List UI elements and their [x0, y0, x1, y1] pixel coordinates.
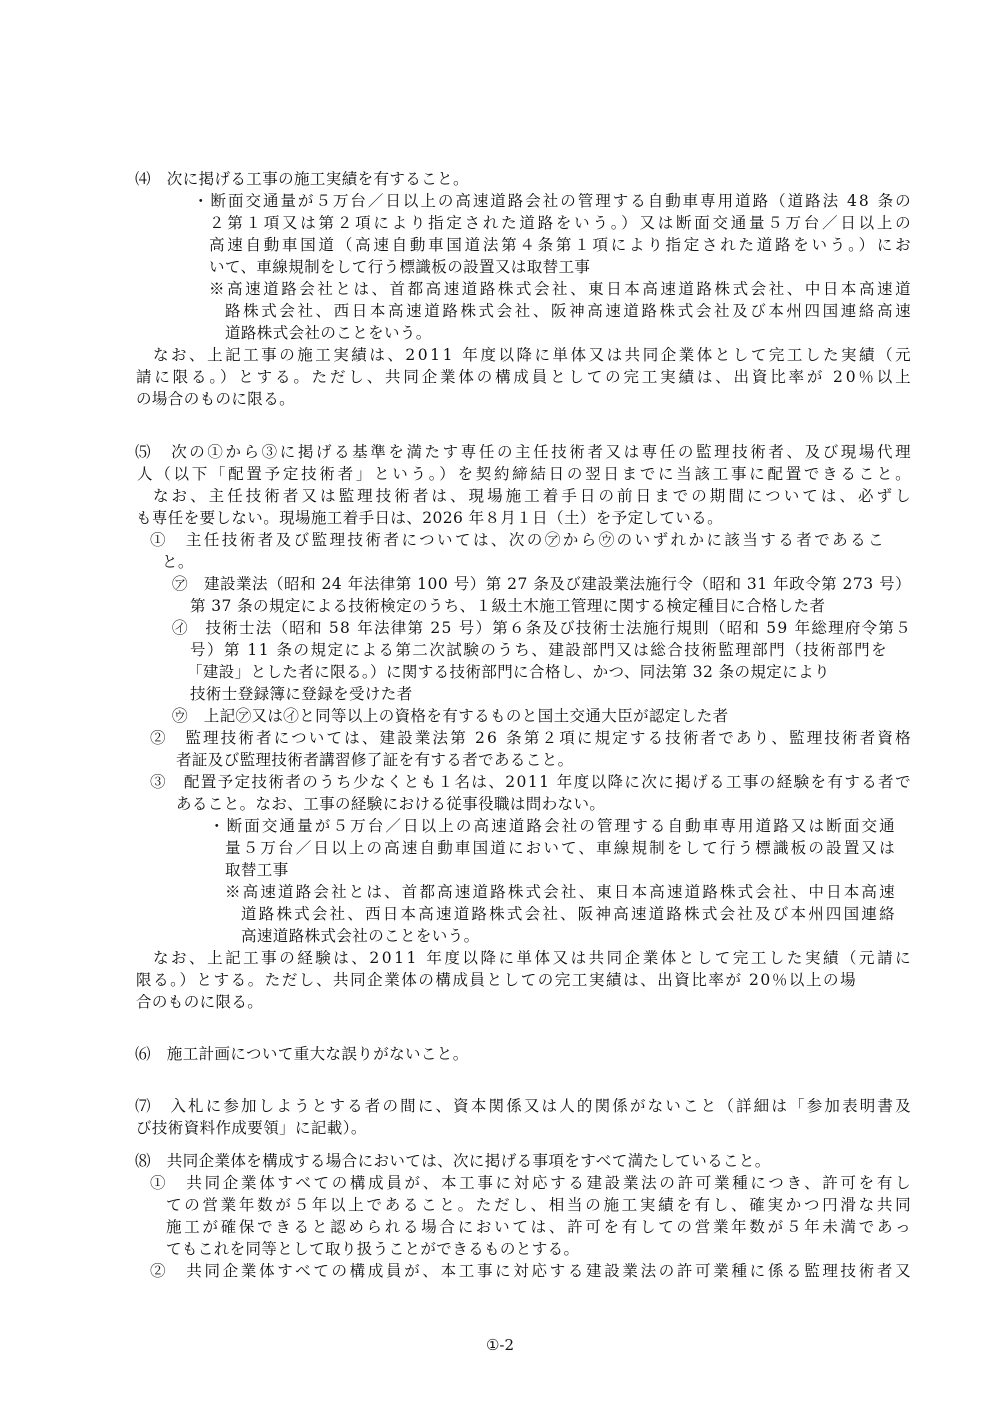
text-line: 路株式会社、西日本高速道路株式会社、阪神高速道路株式会社及び本州四国連絡高速 — [225, 302, 914, 320]
text-line: 高速道路株式会社のことをいう。 — [241, 927, 480, 945]
text-line: てもこれを同等として取り扱うことができるものとする。 — [166, 1240, 580, 1258]
text-line: ⑺ 入札に参加しようとする者の間に、資本関係又は人的関係がないこと（詳細は「参加表明書及 — [135, 1097, 913, 1115]
text-line: ① 共同企業体すべての構成員が、本工事に対応する建設業法の許可業種につき、許可を有し — [150, 1174, 914, 1192]
text-line: 「建設」とした者に限る。）に関する技術部門に合格し、かつ、同法第 32 条の規定により — [187, 663, 830, 681]
text-line: ・断面交通量が５万台／日以上の高速道路会社の管理する自動車専用道路（道路法 48 条の — [193, 192, 913, 210]
text-line: あること。なお、工事の経験における従事役職は問わない。 — [176, 795, 606, 813]
text-line: ㋐ 建設業法（昭和 24 年法律第 100 号）第 27 条及び建設業法施行令（昭和 31 年政令第 273 号） — [172, 575, 912, 593]
text-line: 量５万台／日以上の高速自動車国道において、車線規制をして行う標識板の設置又は — [225, 839, 897, 857]
text-line: 者証及び監理技術者講習修了証を有する者であること。 — [176, 751, 574, 769]
text-line: ⑻ 共同企業体を構成する場合においては、次に掲げる事項をすべて満たしていること。 — [135, 1152, 771, 1170]
text-line: ㋒ 上記㋐又は㋑と同等以上の資格を有するものと国土交通大臣が認定した者 — [172, 707, 729, 725]
text-line: いて、車線規制をして行う標識板の設置又は取替工事 — [209, 258, 591, 276]
text-line: ③ 配置予定技術者のうち少なくとも１名は、2011 年度以降に次に掲げる工事の経験を有する者で — [150, 773, 913, 791]
text-line: 第 37 条の規定による技術検定のうち、１級土木施工管理に関する検定種目に合格した者 — [190, 597, 826, 615]
text-line: ⑸ 次の①から③に掲げる基準を満たす専任の主任技術者又は専任の監理技術者、及び現場代理 — [135, 443, 914, 461]
text-line: ２第１項又は第２項により指定された道路をいう。）又は断面交通量５万台／日以上の — [209, 214, 914, 232]
text-line: 施工が確保できると認められる場合においては、許可を有しての営業年数が５年未満であっ — [166, 1218, 914, 1236]
text-line: ※高速道路会社とは、首都高速道路株式会社、東日本高速道路株式会社、中日本高速道 — [209, 280, 914, 298]
text-line: 請に限る。）とする。ただし、共同企業体の構成員としての完工実績は、出資比率が 20％以上 — [136, 368, 914, 386]
text-line: の場合のものに限る。 — [136, 390, 296, 408]
text-line: なお、主任技術者又は監理技術者は、現場施工着手日の前日までの期間については、必ずし — [153, 487, 914, 505]
text-line: 号）第 11 条の規定による第二次試験のうち、建設部門又は総合技術監理部門（技術部門を — [190, 641, 889, 659]
text-line: 技術士登録簿に登録を受けた者 — [190, 685, 413, 703]
text-line: ② 監理技術者については、建設業法第 26 条第２項に規定する技術者であり、監理技術者資格 — [150, 729, 913, 747]
text-line: ① 主任技術者及び監理技術者については、次の㋐から㋒のいずれかに該当する者であるこ — [150, 531, 887, 549]
text-line: び技術資料作成要領」に記載）。 — [136, 1119, 367, 1137]
text-line: ての営業年数が５年以上であること。ただし、相当の施工実績を有し、確実かつ円滑な共同 — [166, 1196, 914, 1214]
text-line: なお、上記工事の施工実績は、2011 年度以降に単体又は共同企業体として完工した実績（元 — [153, 346, 914, 364]
page-number: ①-2 — [485, 1336, 515, 1354]
text-line: 限る。）とする。ただし、共同企業体の構成員としての完工実績は、出資比率が 20％以上の場 — [136, 971, 858, 989]
text-line: なお、上記工事の経験は、2011 年度以降に単体又は共同企業体として完工した実績（元請に — [153, 949, 914, 967]
text-line: 取替工事 — [225, 861, 289, 879]
text-line: ② 共同企業体すべての構成員が、本工事に対応する建設業法の許可業種に係る監理技術者又 — [150, 1262, 914, 1280]
text-line: と。 — [162, 553, 194, 571]
text-line: 高速自動車国道（高速自動車国道法第４条第１項により指定された道路をいう。）にお — [209, 236, 914, 254]
text-line: ・断面交通量が５万台／日以上の高速道路会社の管理する自動車専用道路又は断面交通 — [209, 817, 897, 835]
text-line: ㋑ 技術士法（昭和 58 年法律第 25 号）第６条及び技術士法施行規則（昭和 59 年総理府令第５ — [172, 619, 912, 637]
text-line: ⑷ 次に掲げる工事の施工実績を有すること。 — [135, 170, 469, 188]
text-line: 合のものに限る。 — [136, 993, 264, 1011]
text-line: も専任を要しない。現場施工着手日は、2026 年８月１日（土）を予定している。 — [136, 509, 723, 527]
text-line: 道路株式会社、西日本高速道路株式会社、阪神高速道路株式会社及び本州四国連絡 — [241, 905, 897, 923]
text-line: ※高速道路会社とは、首都高速道路株式会社、東日本高速道路株式会社、中日本高速 — [225, 883, 897, 901]
text-line: 人（以下「配置予定技術者」という。）を契約締結日の翌日までに当該工事に配置できること。 — [137, 465, 914, 483]
text-line: ⑹ 施工計画について重大な誤りがないこと。 — [135, 1045, 469, 1063]
text-line: 道路株式会社のことをいう。 — [225, 324, 432, 342]
